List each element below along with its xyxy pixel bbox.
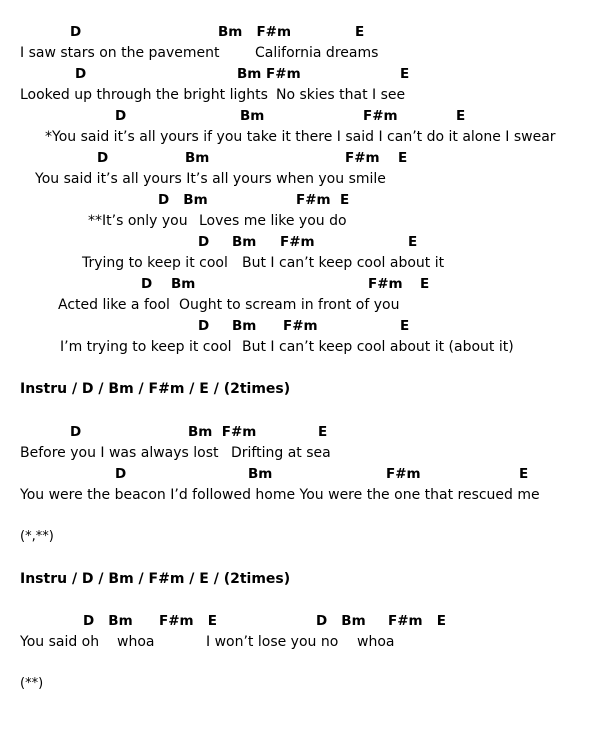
lyric-text: **It’s only you (88, 213, 188, 229)
lyric-text: whoa (357, 634, 395, 650)
chord-label: E (519, 466, 529, 482)
chord-line (0, 232, 600, 252)
chord-label: Bm (240, 108, 265, 124)
repeat-marker: (**) (20, 676, 44, 691)
chord-line (0, 64, 600, 84)
lyric-line (0, 253, 600, 273)
chord-label: D (70, 424, 82, 440)
chord-label: Bm (232, 234, 257, 250)
chord-label: E (456, 108, 466, 124)
lyric-line (0, 43, 600, 63)
chord-line (0, 422, 600, 442)
chord-label: E (400, 318, 410, 334)
lyric-line (0, 443, 600, 463)
section-heading: Instru / D / Bm / F#m / E / (2times) (20, 381, 291, 397)
chord-label: F#m (280, 234, 315, 250)
marker-line (0, 674, 600, 694)
chord-label: F#m E (159, 613, 217, 629)
chord-label: E (355, 24, 365, 40)
lyric-text: You said oh (20, 634, 100, 650)
chord-label: D (75, 66, 87, 82)
chord-line (0, 106, 600, 126)
chord-line (0, 611, 600, 631)
lyric-text: No skies that I see (276, 87, 406, 103)
chord-line (0, 316, 600, 336)
lyric-text: I saw stars on the pavement (20, 45, 220, 61)
chord-label: F#m (368, 276, 403, 292)
section-heading: Instru / D / Bm / F#m / E / (2times) (20, 571, 291, 587)
chord-label: E (318, 424, 328, 440)
chord-line (0, 464, 600, 484)
lyric-line (0, 485, 600, 505)
chord-label: D (198, 234, 210, 250)
chord-label: D Bm (158, 192, 208, 208)
chord-label: F#m E (296, 192, 350, 208)
lyric-text: But I can’t keep cool about it (242, 255, 445, 271)
lyric-line (0, 211, 600, 231)
chord-line (0, 148, 600, 168)
chord-label: D (115, 466, 127, 482)
chord-label: D Bm (141, 276, 196, 292)
lyric-text: But I can’t keep cool about it (about it) (242, 339, 514, 355)
chord-label: E (400, 66, 410, 82)
lyric-text: Trying to keep it cool (82, 255, 228, 271)
lyric-text: whoa (117, 634, 155, 650)
chord-label: E (420, 276, 430, 292)
chord-label: Bm F#m (218, 24, 292, 40)
chord-label: D (115, 108, 127, 124)
lyric-text: Looked up through the bright lights (20, 87, 268, 103)
lyric-line (0, 337, 600, 357)
chord-label: Bm (185, 150, 210, 166)
chord-label: Bm (232, 318, 257, 334)
chord-label: Bm (248, 466, 273, 482)
chord-label: Bm F#m (188, 424, 257, 440)
lyric-line (0, 127, 600, 147)
chord-label: D Bm (316, 613, 366, 629)
section-line (0, 379, 600, 399)
lyric-text: I’m trying to keep it cool (60, 339, 232, 355)
chord-label: D (97, 150, 109, 166)
chord-label: D (70, 24, 82, 40)
lyric-text: Before you I was always lost (20, 445, 219, 461)
lyric-text: California dreams (255, 45, 379, 61)
chord-label: D (198, 318, 210, 334)
chord-label: F#m (363, 108, 398, 124)
chord-label: F#m (283, 318, 318, 334)
chord-label: E (408, 234, 418, 250)
chord-line (0, 274, 600, 294)
repeat-marker: (*,**) (20, 529, 54, 544)
lyric-text: Loves me like you do (199, 213, 347, 229)
lyric-line (0, 632, 600, 652)
chord-label: F#m (345, 150, 380, 166)
lyric-line (0, 169, 600, 189)
lyric-text: Acted like a fool (58, 297, 170, 313)
lyric-text: *You said it’s all yours if you take it there I said I can’t do it alone I swear (45, 129, 556, 145)
lyric-text: You said it’s all yours It’s all yours when you smile (35, 171, 386, 187)
chord-line (0, 190, 600, 210)
lyric-text: Drifting at sea (231, 445, 331, 461)
lyric-text: I won’t lose you no (206, 634, 339, 650)
lyric-text: Ought to scream in front of you (179, 297, 400, 313)
lyric-text: You were the beacon I’d followed home You were the one that rescued me (20, 487, 540, 503)
chord-label: F#m (386, 466, 421, 482)
lyric-line (0, 85, 600, 105)
chord-label: F#m E (388, 613, 446, 629)
marker-line (0, 527, 600, 547)
lyric-line (0, 295, 600, 315)
chord-line (0, 22, 600, 42)
section-line (0, 569, 600, 589)
chord-label: E (398, 150, 408, 166)
chord-label: Bm F#m (237, 66, 301, 82)
chord-label: D Bm (83, 613, 133, 629)
